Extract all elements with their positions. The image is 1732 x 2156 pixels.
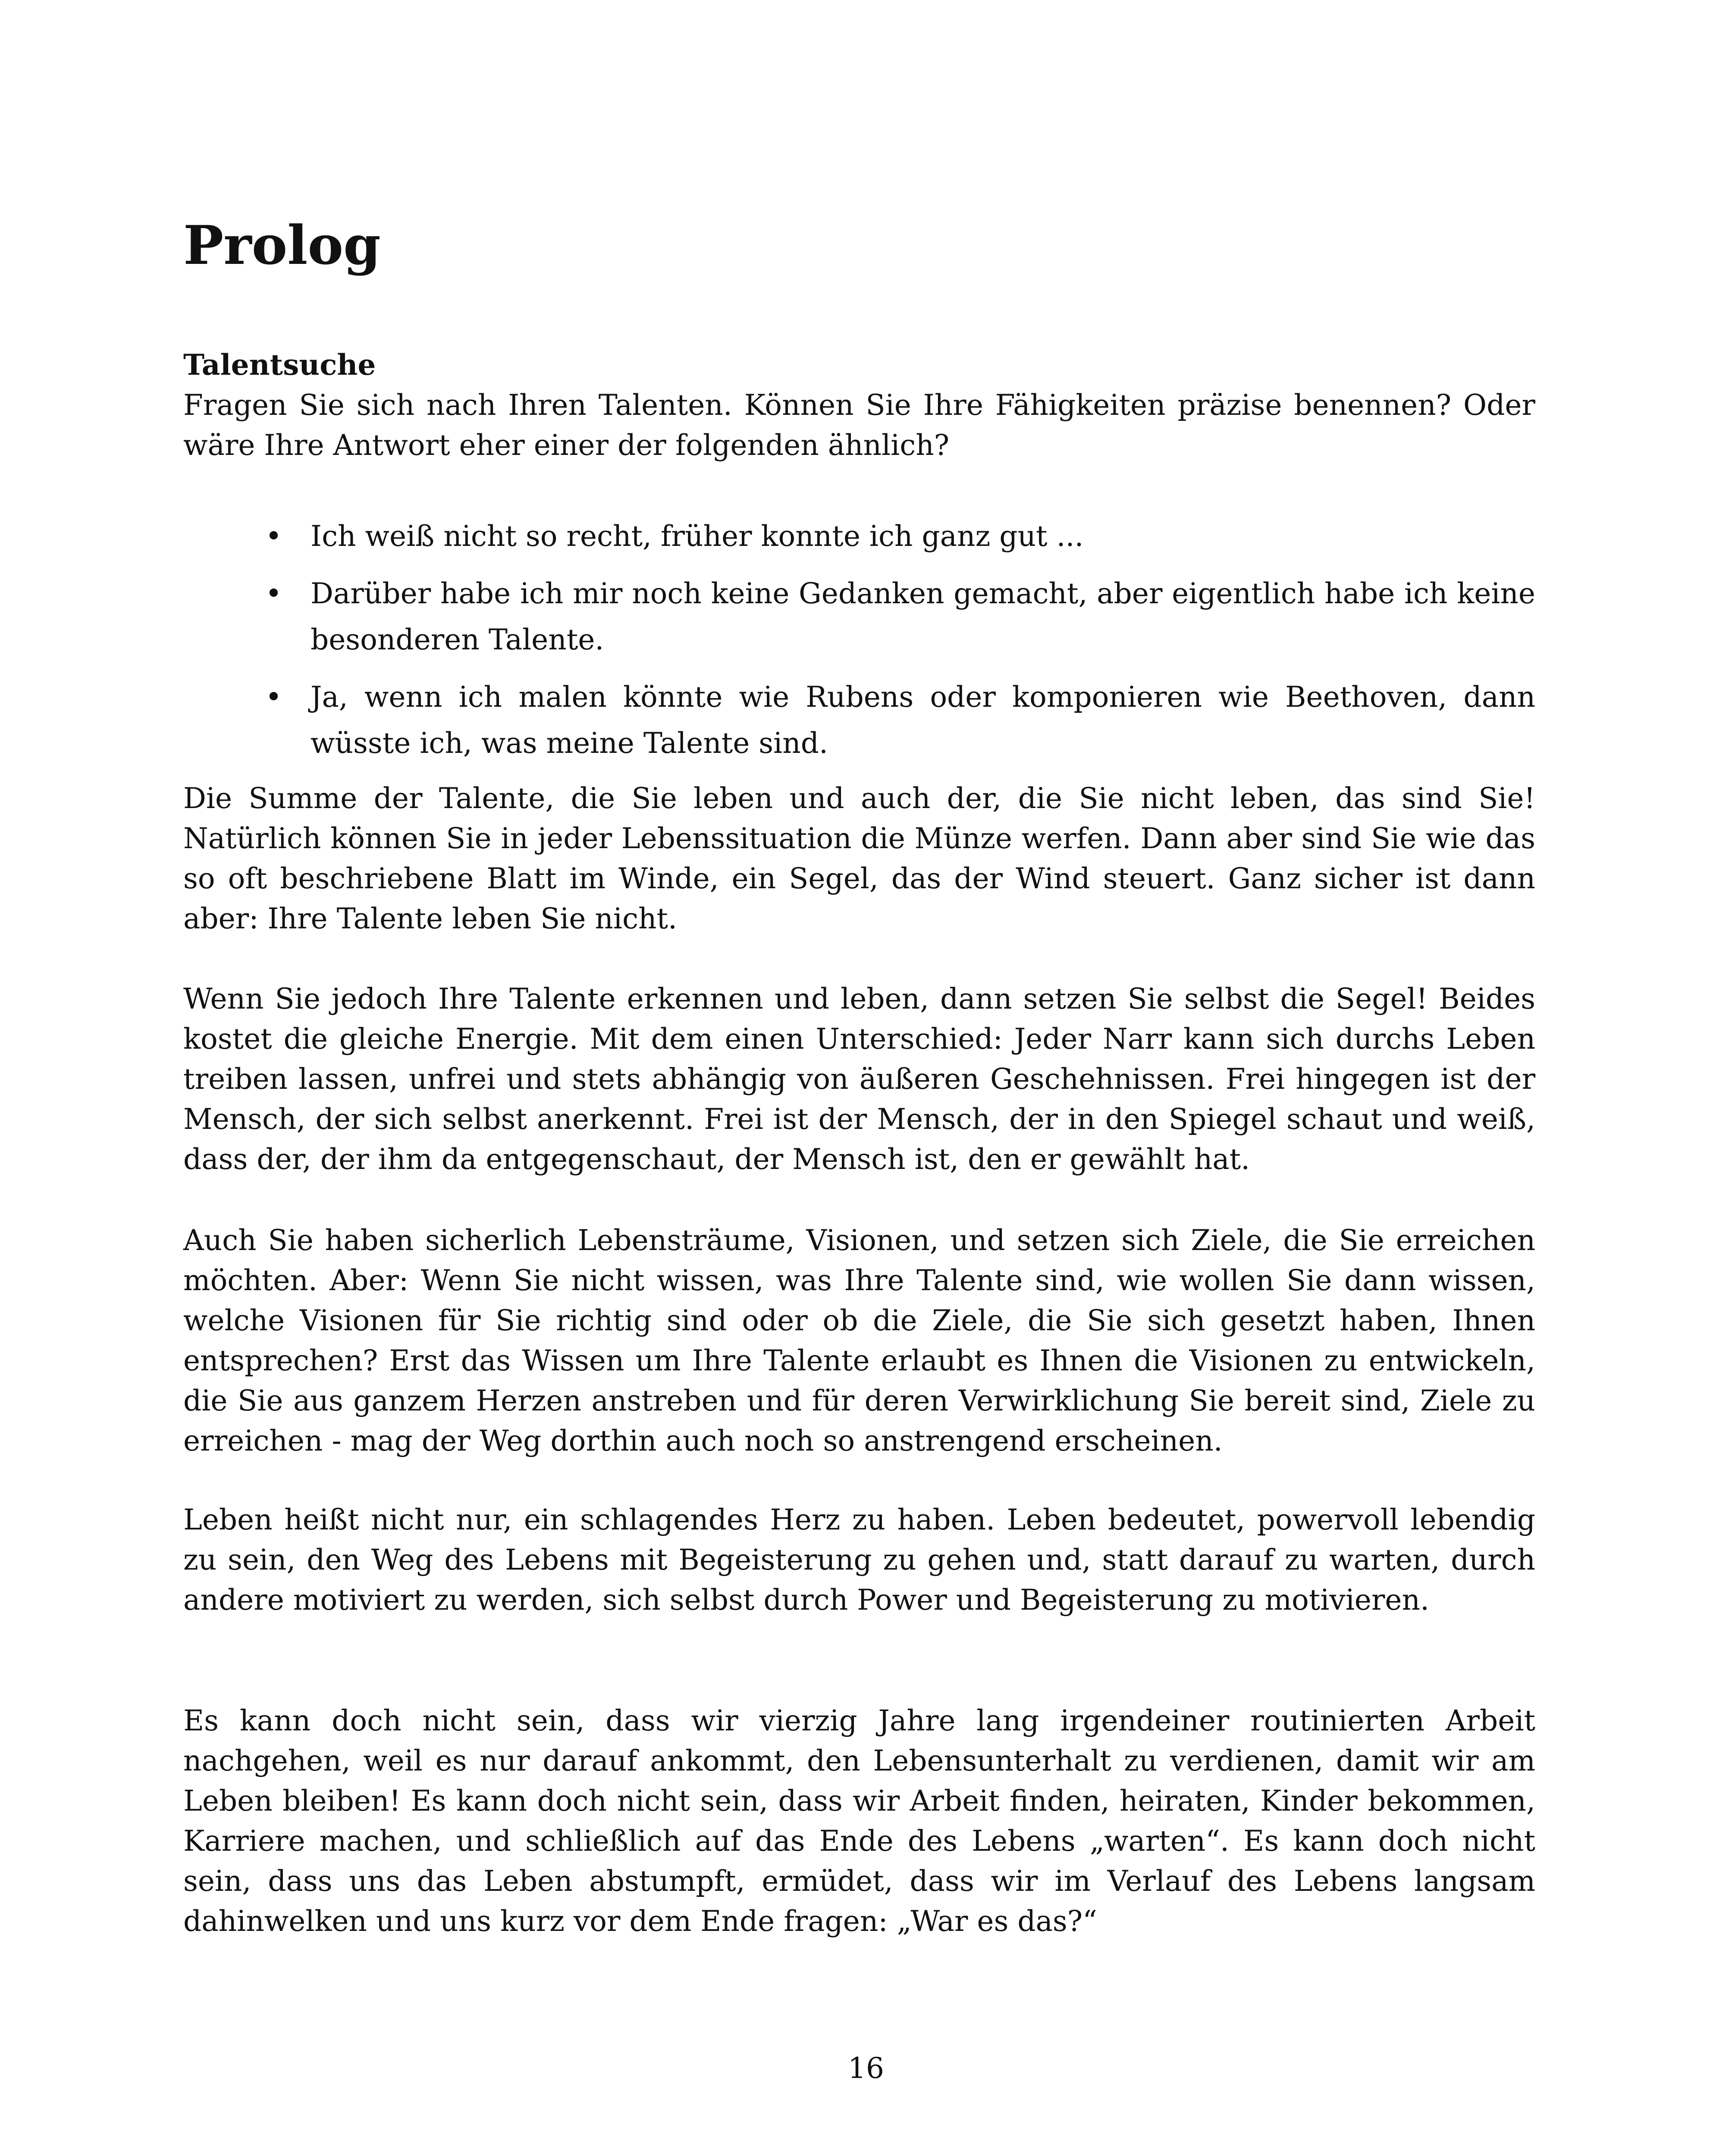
body-paragraph: Es kann doch nicht sein, dass wir vierzig Jahre lang irgendeiner routinierten Arbeit nachgehen, weil es nur darauf ankommt, den Lebensunterhalt zu verdienen, damit wir am Leben bleiben! Es kann doch nicht sein, dass wir Arbeit finden, heiraten, Kinder bekommen, Karriere machen, und schließlich auf das Ende des Lebens „warten“. Es kann doch nicht sein, dass uns das Leben abstumpft, ermüdet, dass wir im Verlauf des Lebens langsam dahinwelken und uns kurz vor dem Ende fragen: „War es das?“ — [183, 1704, 1535, 1938]
body-paragraph: Leben heißt nicht nur, ein schlagendes Herz zu haben. Leben bedeutet, powervoll lebendig zu sein, den Weg des Lebens mit Begeisterung zu gehen und, statt darauf zu warten, durch andere motiviert zu werden, sich selbst durch Power und Begeisterung zu motivieren. — [183, 1503, 1535, 1617]
bullet-icon: • — [265, 577, 282, 610]
bullet-icon: • — [265, 520, 282, 553]
list-item — [183, 513, 1535, 559]
intro-paragraph: Fragen Sie sich nach Ihren Talenten. Können Sie Ihre Fähigkeiten präzise benennen? Oder wäre Ihre Antwort eher einer der folgenden ähnlich? — [183, 389, 1535, 462]
list-item-text: Ja, wenn ich malen könnte wie Rubens oder komponieren wie Beethoven, dann wüsste ich, was meine Talente sind. — [311, 680, 1535, 760]
answer-list — [183, 513, 1535, 777]
list-item — [183, 570, 1535, 663]
body-paragraph: Die Summe der Talente, die Sie leben und auch der, die Sie nicht leben, das sind Sie! Natürlich können Sie in jeder Lebenssituation die Münze werfen. Dann aber sind Sie wie das so oft beschriebene Blatt im Winde, ein Segel, das der Wind steuert. Ganz sicher ist dann aber: Ihre Talente leben Sie nicht. — [183, 782, 1535, 935]
page-number: 16 — [848, 2052, 884, 2085]
chapter-title: Prolog — [183, 214, 381, 277]
bullet-icon: • — [265, 680, 282, 714]
section-heading: Talentsuche — [183, 348, 376, 382]
list-item-text: Darüber habe ich mir noch keine Gedanken gemacht, aber eigentlich habe ich keine besonderen Talente. — [311, 577, 1535, 656]
list-item-text: Ich weiß nicht so recht, früher konnte ich ganz gut ... — [311, 520, 1084, 553]
body-paragraph: Auch Sie haben sicherlich Lebensträume, Visionen, und setzen sich Ziele, die Sie erreichen möchten. Aber: Wenn Sie nicht wissen, was Ihre Talente sind, wie wollen Sie dann wissen, welche Visionen für Sie richtig sind oder ob die Ziele, die Sie sich gesetzt haben, Ihnen entsprechen? Erst das Wissen um Ihre Talente erlaubt es Ihnen die Visionen zu entwickeln, die Sie aus ganzem Herzen anstreben und für deren Verwirklichung Sie bereit sind, Ziele zu erreichen - mag der Weg dorthin auch noch so anstrengend erscheinen. — [183, 1224, 1535, 1457]
body-paragraph: Wenn Sie jedoch Ihre Talente erkennen und leben, dann setzen Sie selbst die Segel! Beides kostet die gleiche Energie. Mit dem einen Unterschied: Jeder Narr kann sich durchs Leben treiben lassen, unfrei und stets abhängig von äußeren Geschehnissen. Frei hingegen ist der Mensch, der sich selbst anerkennt. Frei ist der Mensch, der in den Spiegel schaut und weiß, dass der, der ihm da entgegenschaut, der Mensch ist, den er gewählt hat. — [183, 982, 1535, 1176]
list-item — [183, 674, 1535, 766]
